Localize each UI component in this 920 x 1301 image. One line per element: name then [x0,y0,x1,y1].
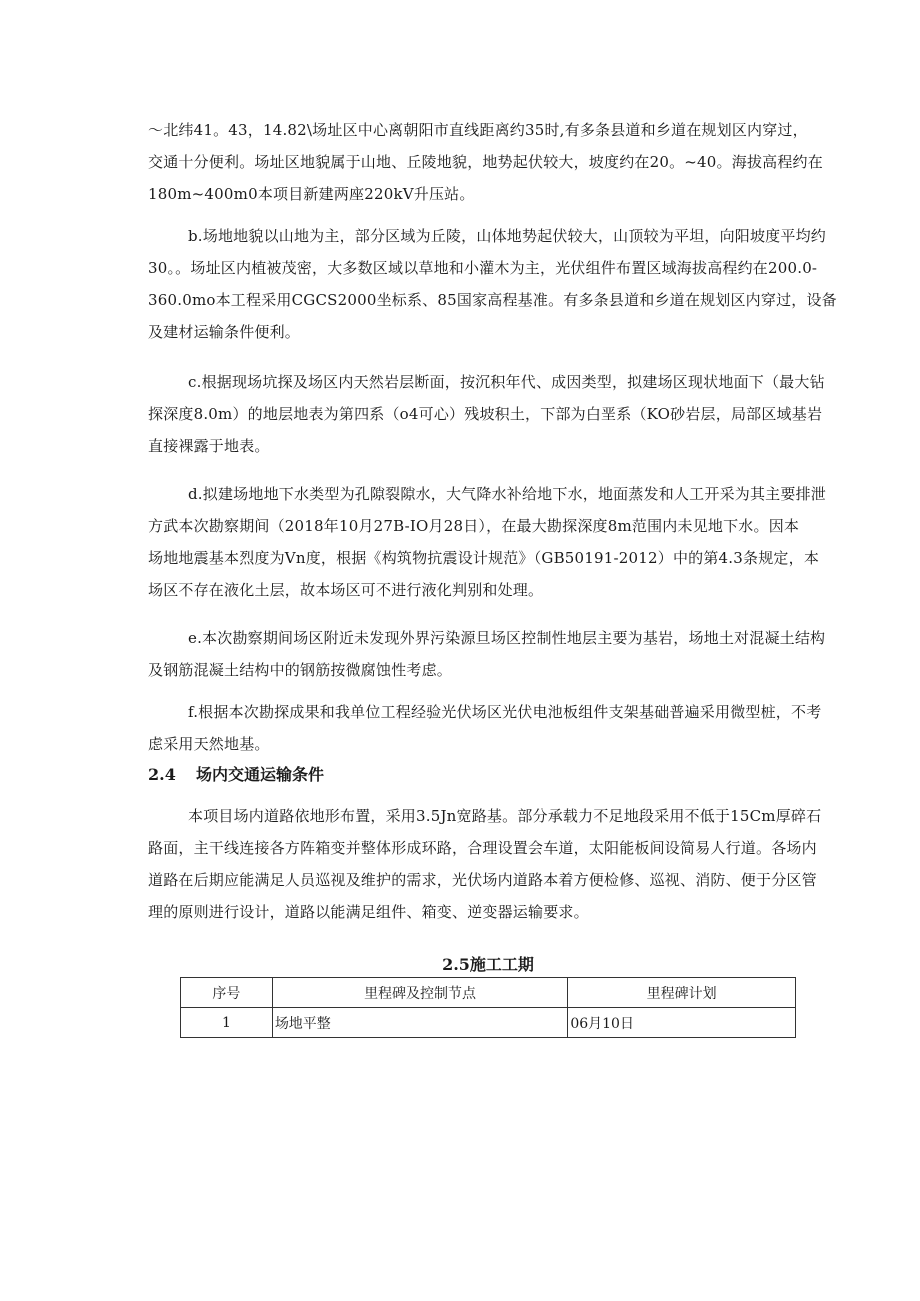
text-line: 及建材运输条件便利。 [148,323,301,341]
column-header-milestone: 里程碑及控制节点 [272,978,568,1008]
text-line: 理的原则进行设计，道路以能满足组件、箱变、逆变器运输要求。 [148,903,589,921]
text-line: 场地地震基本烈度为Vn度，根据《构筑物抗震设计规范》（GB50191-2012）中的第4.3条规定，本 [148,549,820,567]
paragraph-f-foundation [148,696,908,760]
paragraph-d-groundwater [148,478,908,606]
section-title: 场内交通运输条件 [196,765,325,784]
section-heading [148,762,324,788]
table-header-row [181,978,796,1008]
paragraph-e-corrosion [148,622,908,686]
paragraph-site-location [148,114,908,210]
text-line: 场区不存在液化土层，故本场区可不进行液化判别和处理。 [148,581,544,599]
text-line: 本项目场内道路依地形布置，采用3.5Jn宽路基。部分承载力不足地段采用不低于15Cm厚碎石 [188,807,822,825]
text-line: 180m~400m0本项目新建两座220kV升压站。 [148,185,475,203]
table-cell-milestone: 场地平整 [272,1008,568,1038]
table-cell-index: 1 [181,1008,273,1038]
text-line: 道路在后期应能满足人员巡视及维护的需求，光伏场内道路本着方便检修、巡视、消防、便于分区管 [148,871,817,889]
text-line: 及钢筋混凝土结构中的钢筋按微腐蚀性考虑。 [148,661,453,679]
text-line: b.场地地貌以山地为主，部分区域为丘陵，山体地势起伏较大，山顶较为平坦，向阳坡度平均约 [188,227,826,245]
paragraph-c-strata [148,366,908,462]
text-line: d.拟建场地地下水类型为孔隙裂隙水，大气降水补给地下水，地面蒸发和人工开采为其主要排泄 [188,485,826,503]
text-line: 虑采用天然地基。 [148,735,270,753]
text-line: 30。。场址区内植被茂密，大多数区域以草地和小灌木为主，光伏组件布置区域海拔高程约在200.0- [148,259,818,277]
paragraph-internal-roads [148,800,908,928]
table-row [181,1008,796,1038]
text-line: 方武本次勘察期间（2018年10月27B-IO月28日），在最大勘探深度8m范围内未见地下水。因本 [148,517,800,535]
column-header-index: 序号 [181,978,273,1008]
text-line: c.根据现场坑探及场区内天然岩层断面，按沉积年代、成因类型，拟建场区现状地面下（最大钻 [188,373,825,391]
column-header-plan: 里程碑计划 [568,978,796,1008]
text-line: 路面，主干线连接各方阵箱变并整体形成环路，合理设置会车道，太阳能板间设简易人行道。各场内 [148,839,817,857]
text-line: 探深度8.0m）的地层地表为第四系（o4可心）残坡积土，下部为白垩系（KO砂岩层，局部区域基岩 [148,405,823,423]
paragraph-b-landform [148,220,908,348]
text-line: e.本次勘察期间场区附近未发现外界污染源旦场区控制性地层主要为基岩，场地土对混凝土结构 [188,629,826,647]
text-line: 交通十分便利。场址区地貌属于山地、丘陵地貌，地势起伏较大，坡度约在20。~40。海拔高程约在 [148,153,823,171]
text-line: f.根据本次勘探成果和我单位工程经验光伏场区光伏电池板组件支架基础普遍采用微型桩，不考 [188,703,822,721]
section-number: 2.4 [148,765,176,784]
table-cell-plan: 06月10日 [568,1008,796,1038]
construction-schedule-table [180,977,796,1038]
text-line: ～北纬41。43，14.82\场址区中心离朝阳市直线距离约35时,有多条县道和乡道在规划区内穿过， [148,121,808,139]
text-line: 直接裸露于地表。 [148,437,270,455]
table-title: 2.5施工工期 [442,955,534,974]
text-line: 360.0mo本工程采用CGCS2000坐标系、85国家高程基准。有多条县道和乡道在规划区内穿过，设备 [148,291,837,309]
